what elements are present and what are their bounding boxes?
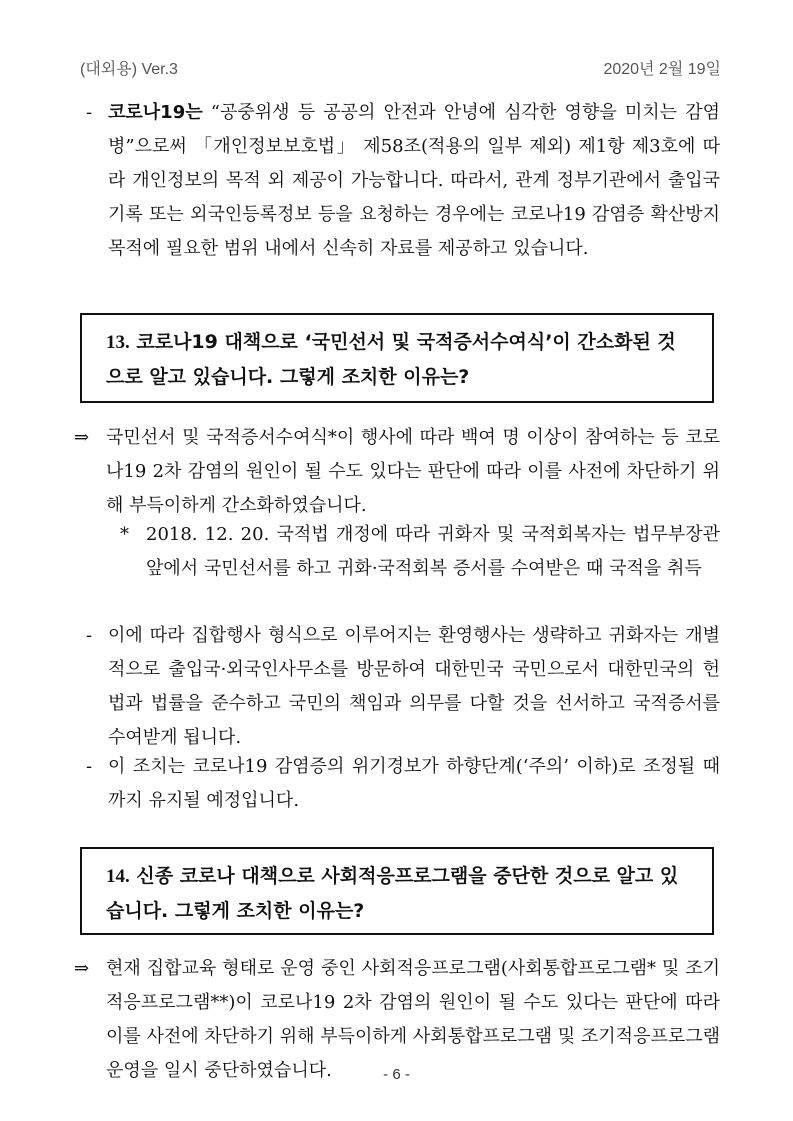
answer-13-text: 국민선서 및 국적증서수여식*이 행사에 따라 백여 명 이상이 참여하는 등 코로나19 2차 감염의 원인이 될 수도 있다는 판단에 따라 이를 사전에 차단하기 위해 부득이하게 간소화하였습니다. <box>106 427 720 516</box>
question-14-body: 신종 코로나 대책으로 사회적응프로그램을 중단한 것으로 알고 있습니다. 그렇게 조치한 이유는? <box>106 865 679 922</box>
answer-14-text: 현재 집합교육 형태로 운영 중인 사회적응프로그램(사회통합프로그램* 및 조기적응프로그램**)이 코로나19 2차 감염의 원인이 될 수도 있다는 판단에 따라 이를 사전에 차단하기 위해 부득이하게 사회통합프로그램 및 조기적응프로그램 운영을 일시 중단하였습니다. <box>106 958 720 1081</box>
question-14-number: 14. <box>106 866 130 887</box>
intro-text <box>108 96 720 266</box>
intro-lead: 코로나19는 <box>108 102 203 123</box>
answer-arrow: ⇒ <box>74 427 90 448</box>
answer-13-bullet-1-text: 이에 따라 집합행사 형식으로 이루어지는 환영행사는 생략하고 귀화자는 개별적으로 출입국·외국인사무소를 방문하여 대한민국 국민으로서 대한민국의 헌법과 법률을 준수하고 국민의 책임과 의무를 다할 것을 선서하고 국적증서를 수여받게 됩니다. <box>108 625 720 748</box>
question-14-text <box>106 859 692 929</box>
answer-13-note-text: 2018. 12. 20. 국적법 개정에 따라 귀화자 및 국적회복자는 법무부장관 앞에서 국민선서를 하고 귀화·국적회복 증서를 수여받은 때 국적을 취득 <box>146 524 720 579</box>
bullet-dash: - <box>86 102 93 123</box>
question-13-box <box>80 313 714 403</box>
note-asterisk: * <box>120 524 129 545</box>
answer-13-bullet-2-text: 이 조치는 코로나19 감염증의 위기경보가 하향단계(‘주의’ 이하)로 조정될 때까지 유지될 예정입니다. <box>108 756 720 811</box>
question-13-text <box>106 325 692 395</box>
answer-13-bullet-2 <box>86 750 720 820</box>
page-header <box>80 56 721 80</box>
intro-paragraph <box>86 96 720 286</box>
question-14-box <box>80 847 714 935</box>
answer-13-bullet-1 <box>86 619 720 749</box>
question-13-body: 코로나19 대책으로 ‘국민선서 및 국적증서수여식’이 간소화된 것으로 알고 있습니다. 그렇게 조치한 이유는? <box>106 331 676 388</box>
intro-body: “공중위생 등 공공의 안전과 안녕에 심각한 영향을 미치는 감염병”으로써 「개인정보보호법」 제58조(적용의 일부 제외) 제1항 제3호에 따라 개인정보의 목적 외 제공이 가능합니다. 따라서, 관계 정부기관에서 출입국기록 또는 외국인등록정보 등을 요청하는 경우에는 코로나19 감염증 확산방지 목적에 필요한 범위 내에서 신속히 자료를 제공하고 있습니다. <box>108 102 720 259</box>
document-date: 2020년 2월 19일 <box>603 61 721 78</box>
bullet-dash: - <box>86 756 93 777</box>
answer-13 <box>74 421 720 521</box>
answer-13-note <box>120 518 720 618</box>
document-label: (대외용) Ver.3 <box>80 61 178 78</box>
answer-arrow: ⇒ <box>74 958 90 979</box>
question-13-number: 13. <box>106 332 130 353</box>
answer-14 <box>74 952 720 1081</box>
page-number: - 6 - <box>383 1066 410 1083</box>
bullet-dash: - <box>86 625 93 646</box>
